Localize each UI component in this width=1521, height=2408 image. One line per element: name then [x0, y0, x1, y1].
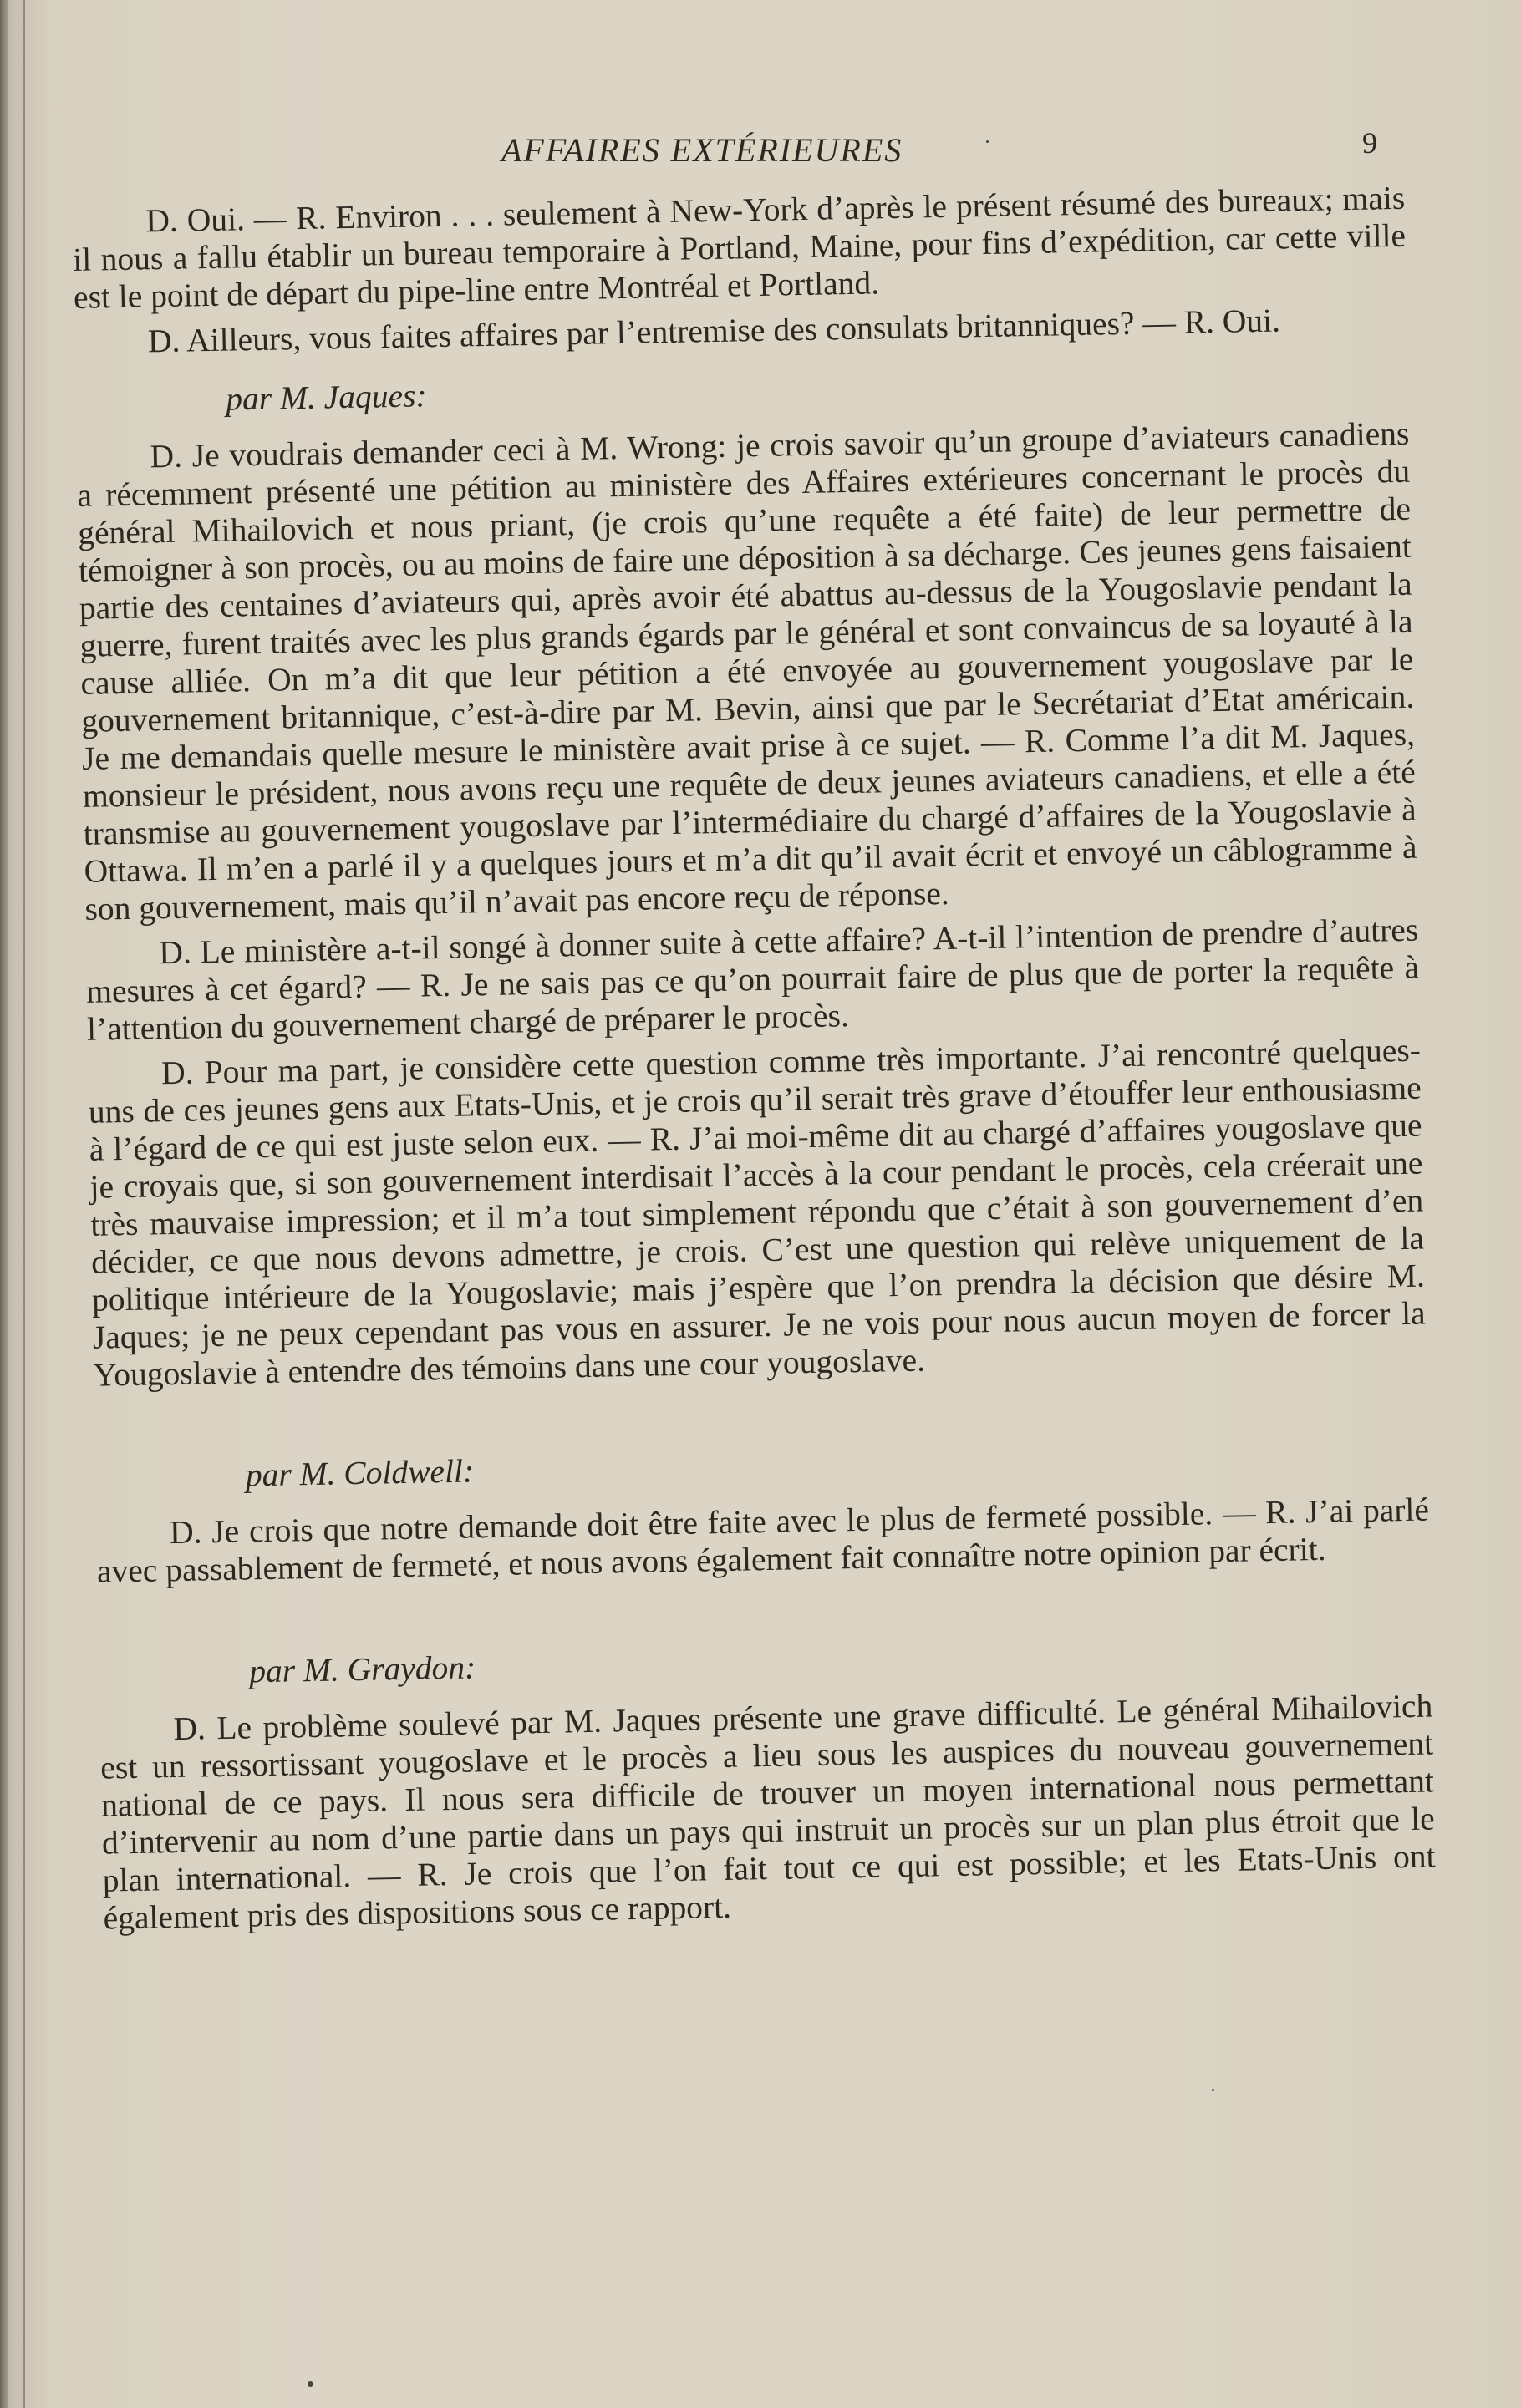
paragraph-7: D. Le problème soulevé par M. Jaques présente une grave difficulté. Le général Mihailovich est un ressortissant yougoslave et le procès a lieu sous les auspices du nouveau gouvernement national de ce pays. Il nous sera difficile de trouver un moyen international nous permettant d’intervenir au nom d’une partie dans un pays qui instruit un procès sur un plan plus étroit que le plan international. — R. Je crois que l’on fait tout ce qui est possible; et les Etats-Unis ont également pris des dispositions sous ce rapport. [99, 1687, 1436, 1937]
ink-speck [1212, 2089, 1214, 2091]
paragraph-2: D. Ailleurs, vous faites affaires par l’entremise des consulats britanniques? — R. Oui. [147, 302, 1281, 360]
page-number: 9 [1362, 126, 1377, 160]
running-head: AFFAIRES EXTÉRIEURES [501, 131, 903, 169]
speaker-jaques: par M. Jaques: [225, 377, 427, 418]
ink-speck [986, 140, 989, 143]
paragraph-4: D. Le ministère a-t-il songé à donner suite à cette affaire? A-t-il l’intention de prendre d’autres mesures à cet égard? — R. Je ne sais pas ce qu’on pourrait faire de plus que de porter la requête à l’attention du gouvernement chargé de préparer le procès. [85, 911, 1420, 1048]
paragraph-5: D. Pour ma part, je considère cette question comme très importante. J’ai rencontré quelques-uns de ces jeunes gens aux Etats-Unis, et je crois qu’il serait très grave d’étouffer leur enthousiasme à l’égard de ce qui est juste selon eux. — R. J’ai moi-même dit au chargé d’affaires yougoslave que je croyais que, si son gouvernement interdisait l’accès à la cour pendant le procès, cela créerait une très mauvaise impression; et il m’a tout simplement répondu que c’était à son gouvernement d’en décider, ce que nous devons admettre, je crois. C’est une question qui relève uniquement de la politique intérieure de la Yougoslavie; mais j’espère que l’on prendra la décision que désire M. Jaques; je ne peux cependant pas vous en assurer. Je ne vois pour nous aucun moyen de forcer la Yougoslavie à entendre des témoins dans une cour yougoslave. [88, 1031, 1427, 1394]
body-text [72, 180, 1437, 1945]
speaker-graydon: par M. Graydon: [248, 1649, 476, 1690]
paragraph-6: D. Je crois que notre demande doit être faite avec le plus de fermeté possible. — R. J’ai parlé avec passablement de fermeté, et nous avons également fait connaître notre opinion par écrit. [96, 1491, 1430, 1590]
paragraph-3: D. Je voudrais demander ceci à M. Wrong: je crois savoir qu’un groupe d’aviateurs canadiens a récemment présenté une pétition au ministère des Affaires extérieures concernant le procès du général Mihailovich et nous priant, (je crois qu’une requête a été faite) de leur permettre de témoigner à son procès, ou au moins de faire une déposition à sa décharge. Ces jeunes gens faisaient partie des centaines d’aviateurs qui, après avoir été abattus au-dessus de la Yougoslavie pendant la guerre, furent traités avec les plus grands égards par le général et sont convaincus de sa loyauté à la cause alliée. On m’a dit que leur pétition a été envoyée au gouvernement yougoslave par le gouvernement britannique, c’est-à-dire par M. Bevin, ainsi que par le Secrétariat d’Etat américain. Je me demandais quelle mesure le ministère avait prise à ce sujet. — R. Comme l’a dit M. Jaques, monsieur le président, nous avons reçu une requête de deux jeunes aviateurs canadiens, et elle a été transmise au gouvernement yougoslave par l’intermédiaire du chargé d’affaires de la Yougoslavie à Ottawa. Il m’en a parlé il y a quelques jours et m’a dit qu’il avait écrit et envoyé un câblogramme à son gouvernement, mais qu’il n’avait pas encore reçu de réponse. [76, 414, 1417, 927]
page-fold-line [23, 0, 25, 2408]
paragraph-1: D. Oui. — R. Environ . . . seulement à New-York d’après le présent résumé des bureaux; mais il nous a fallu établir un bureau temporaire à Portland, Maine, pour fins d’expédition, car cette ville est le point de départ du pipe-line entre Montréal et Portland. [72, 179, 1407, 316]
ink-speck [308, 2381, 313, 2387]
speaker-coldwell: par M. Coldwell: [245, 1452, 475, 1494]
book-spine-edge [0, 0, 8, 2408]
page-header [84, 125, 1421, 175]
